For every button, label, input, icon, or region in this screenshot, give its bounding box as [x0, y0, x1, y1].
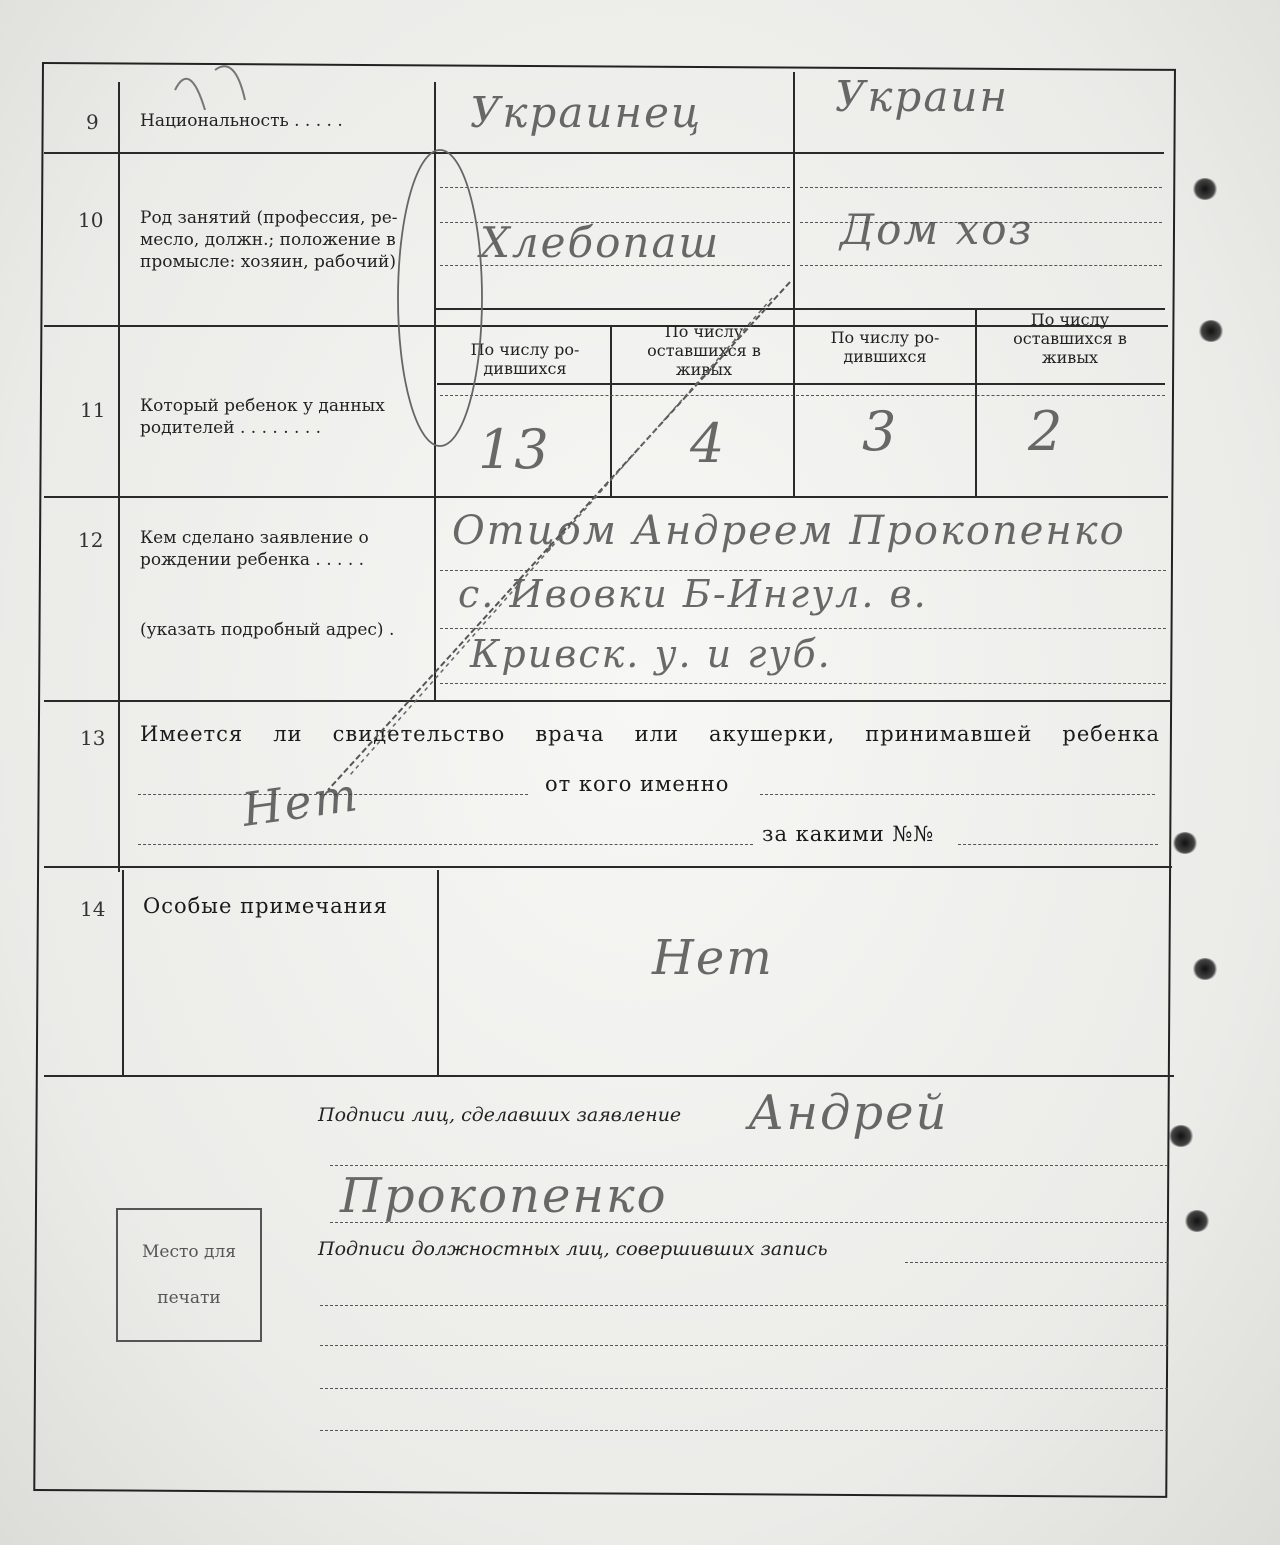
applicant-signature-2: Прокопенко — [340, 1168, 668, 1224]
header-line: дившихся — [843, 347, 927, 366]
remarks-answer: Нет — [652, 930, 774, 986]
row-number-9: 9 — [86, 110, 99, 134]
remarks-label: Особые примечания — [143, 894, 388, 918]
strike-line — [350, 298, 772, 775]
row-number-12: 12 — [78, 528, 104, 552]
mother-nationality: Украин — [835, 72, 1010, 121]
header-line: По числу ро- — [830, 328, 940, 347]
officials-signature-label: Подписи должностных лиц, совершивших запись — [318, 1238, 828, 1260]
mother-alive-count: 2 — [1028, 400, 1065, 463]
pencil-scribble — [175, 66, 245, 110]
row-number-14: 14 — [80, 897, 106, 921]
declarant-label-line2: рождении ребенка . . . . . — [140, 550, 365, 570]
father-nationality: Украинец — [470, 88, 703, 137]
header-line: живых — [1041, 348, 1099, 367]
child-order-label-line2: родителей . . . . . . . . — [140, 418, 322, 438]
declarant-label-line1: Кем сделано заявление о — [140, 528, 369, 548]
certificate-question: Имеется ли свидетельство врача или акушерки, принимавшей ребенка — [140, 722, 1160, 746]
strike-line — [328, 282, 790, 790]
applicant-signature-1: Андрей — [748, 1085, 949, 1141]
father-born-count: 13 — [478, 418, 551, 481]
mother-occupation: Дом хоз — [840, 205, 1034, 254]
header-line: дившихся — [483, 359, 567, 378]
header-line: живых — [675, 360, 733, 379]
row-number-10: 10 — [78, 208, 104, 232]
stamp-label-line2: печати — [157, 1288, 221, 1308]
stamp-label-line1: Место для — [141, 1242, 237, 1262]
numbers-label: за какими №№ — [762, 822, 935, 846]
header-line: оставшихся в — [1013, 329, 1127, 348]
father-alive-count: 4 — [690, 412, 727, 475]
declarant-address-line2: Кривск. у. и губ. — [470, 632, 832, 676]
occupation-label-line3: промысле: хозяин, рабочий) — [140, 252, 397, 272]
child-order-label-line1: Который ребенок у данных — [140, 396, 385, 416]
pencil-oval — [398, 150, 482, 446]
row-number-13: 13 — [80, 726, 106, 750]
mother-born-count: 3 — [862, 400, 899, 463]
occupation-label-line1: Род занятий (профессия, ре- — [140, 208, 398, 228]
row-number-11: 11 — [80, 398, 106, 422]
header-line: оставшихся в — [647, 341, 761, 360]
address-label: (указать подробный адрес) . — [140, 620, 395, 640]
from-whom-label: от кого именно — [545, 772, 730, 796]
applicants-signature-label: Подписи лиц, сделавших заявление — [318, 1104, 682, 1126]
declarant-name: Отцом Андреем Прокопенко — [452, 508, 1126, 554]
nationality-label: Национальность . . . . . — [140, 111, 343, 131]
occupation-label-line2: месло, должн.; положение в — [140, 230, 396, 250]
declarant-address-line1: с. Ивовки Б-Ингул. в. — [458, 572, 928, 616]
header-line: По числу — [1030, 310, 1110, 329]
father-occupation: Хлебопаш — [480, 218, 721, 267]
header-line: По числу ро- — [470, 340, 580, 359]
header-line: По числу — [664, 322, 744, 341]
certificate-answer: Нет — [238, 767, 363, 837]
